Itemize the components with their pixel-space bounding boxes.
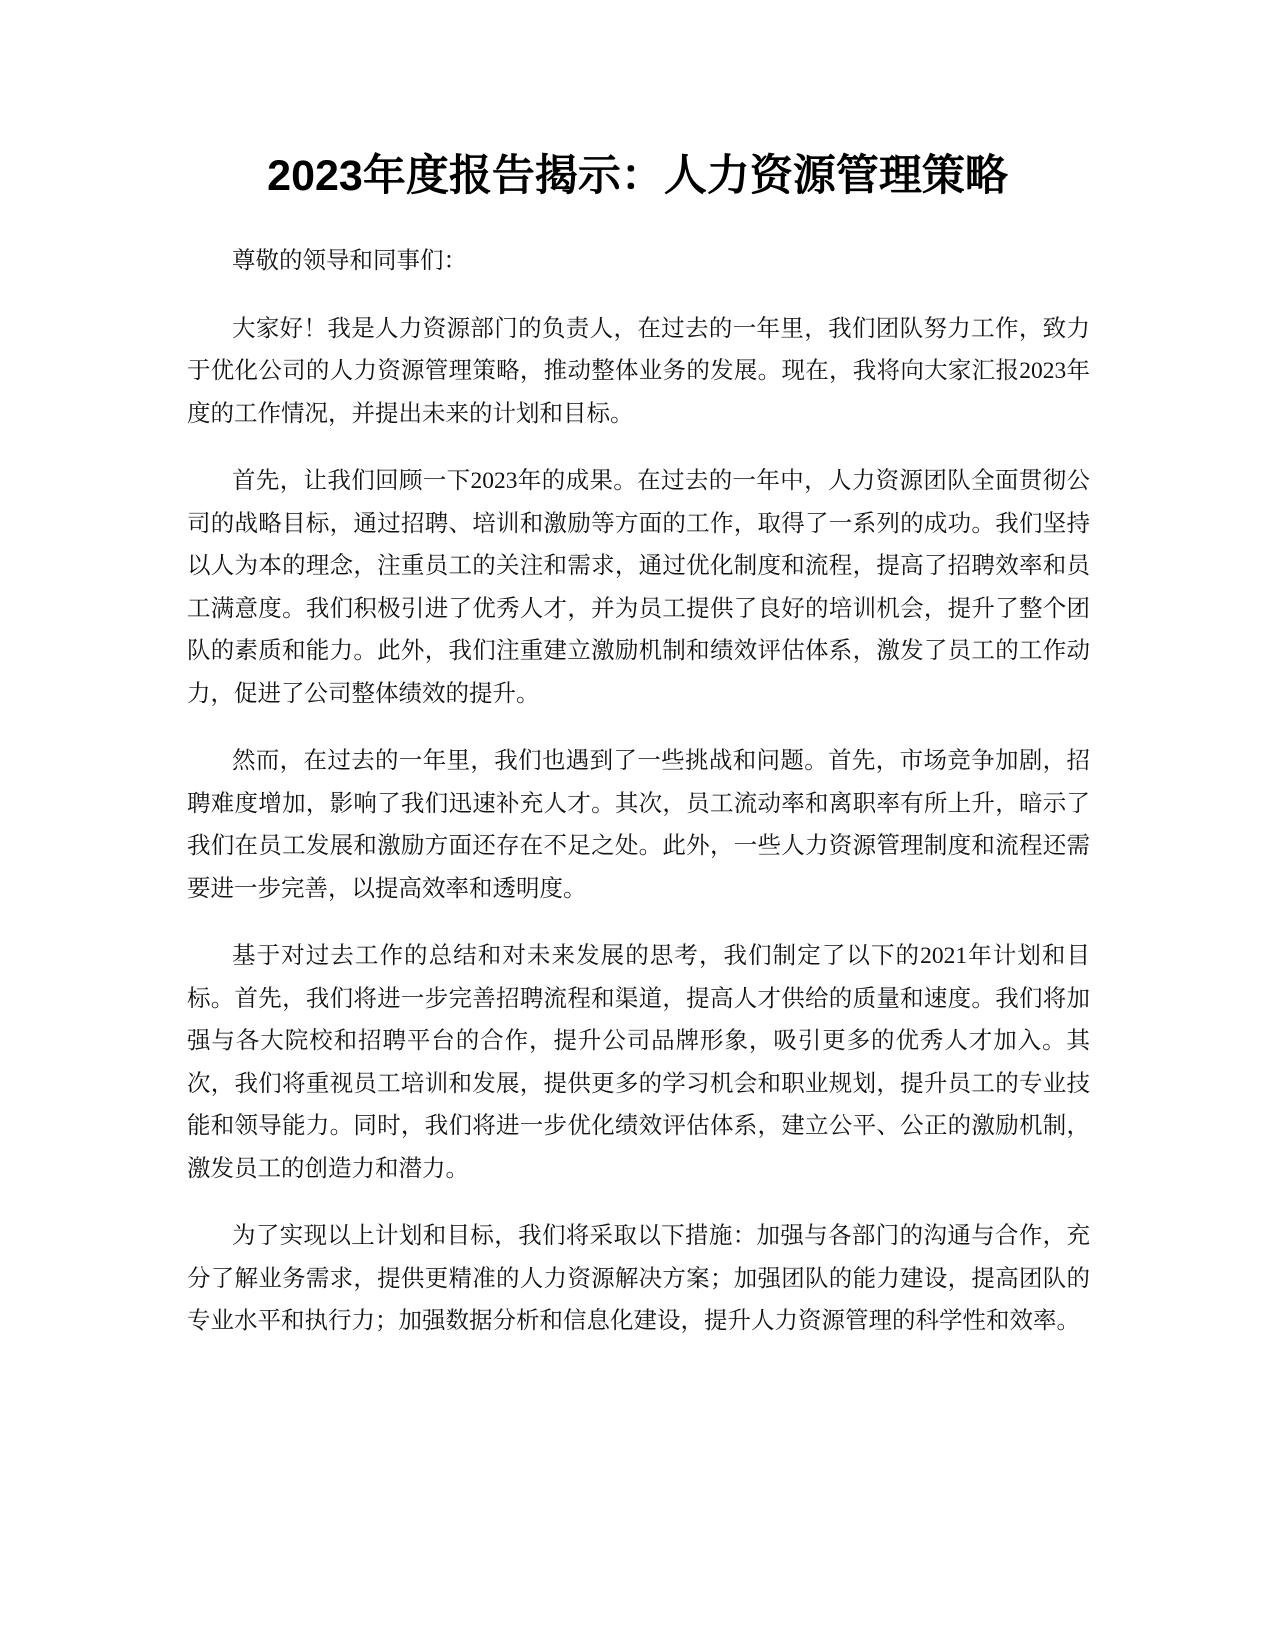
body-paragraph: 然而，在过去的一年里，我们也遇到了一些挑战和问题。首先，市场竞争加剧，招聘难度增加，影响了我们迅速补充人才。其次，员工流动率和离职率有所上升，暗示了我们在员工发展和激励方面还存在不足之处。此外，一些人力资源管理制度和流程还需要进一步完善，以提高效率和透明度。 <box>187 748 1090 902</box>
salutation-paragraph: 尊敬的领导和同事们： <box>232 248 467 274</box>
body-paragraph: 基于对过去工作的总结和对未来发展的思考，我们制定了以下的2021年计划和目标。首先，我们将进一步完善招聘流程和渠道，提高人才供给的质量和速度。我们将加强与各大院校和招聘平台的合作，提升公司品牌形象，吸引更多的优秀人才加入。其次，我们将重视员工培训和发展，提供更多的学习机会和职业规划，提升员工的专业技能和领导能力。同时，我们将进一步优化绩效评估体系，建立公平、公正的激励机制，激发员工的创造力和潜力。 <box>187 943 1090 1182</box>
body-paragraph: 大家好！我是人力资源部门的负责人，在过去的一年里，我们团队努力工作，致力于优化公司的人力资源管理策略，推动整体业务的发展。现在，我将向大家汇报2023年度的工作情况，并提出未来的计划和目标。 <box>187 315 1090 427</box>
document-title: 2023年度报告揭示：人力资源管理策略 <box>267 152 1008 200</box>
body-paragraph: 为了实现以上计划和目标，我们将采取以下措施：加强与各部门的沟通与合作，充分了解业务需求，提供更精准的人力资源解决方案；加强团队的能力建设，提高团队的专业水平和执行力；加强数据分析和信息化建设，提升人力资源管理的科学性和效率。 <box>187 1223 1090 1334</box>
body-paragraph: 首先，让我们回顾一下2023年的成果。在过去的一年中，人力资源团队全面贯彻公司的战略目标，通过招聘、培训和激励等方面的工作，取得了一系列的成功。我们坚持以人为本的理念，注重员工的关注和需求，通过优化制度和流程，提高了招聘效率和员工满意度。我们积极引进了优秀人才，并为员工提供了良好的培训机会，提升了整个团队的素质和能力。此外，我们注重建立激励机制和绩效评估体系，激发了员工的工作动力，促进了公司整体绩效的提升。 <box>187 468 1090 707</box>
document-body <box>187 240 1090 1368</box>
